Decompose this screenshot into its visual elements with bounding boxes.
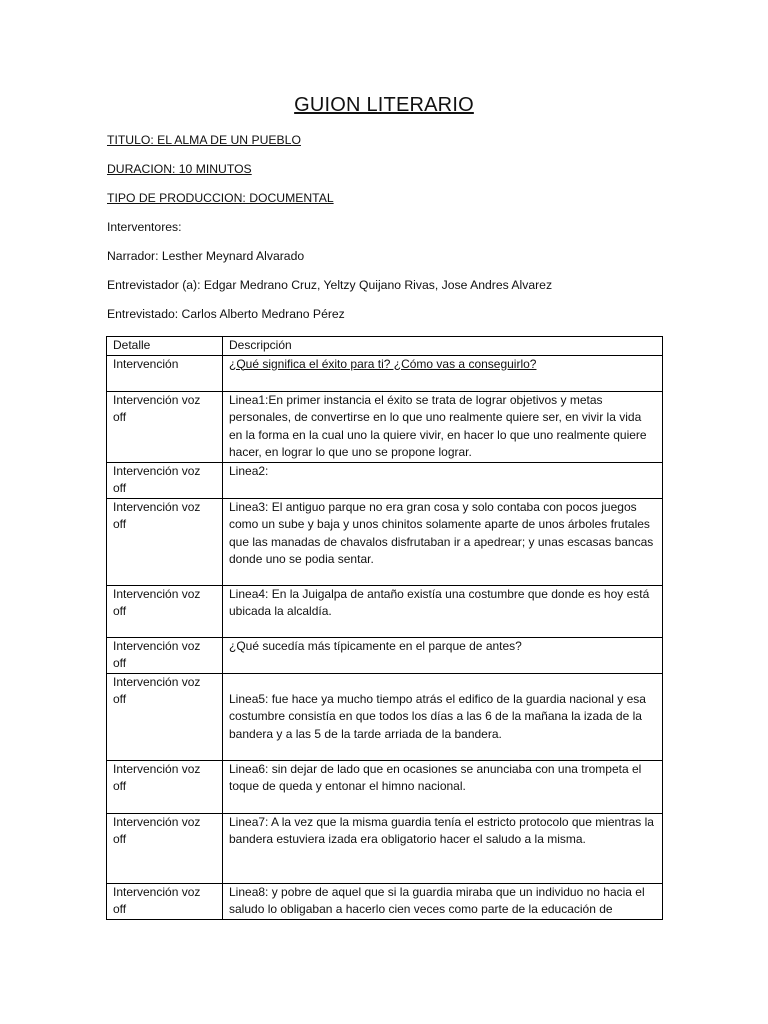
table-row [107, 585, 663, 637]
interviewer-line: Entrevistador (a): Edgar Medrano Cruz, Yeltzy Quijano Rivas, Jose Andres Alvarez [107, 278, 553, 292]
duration-line: DURACION: 10 MINUTOS [107, 162, 252, 176]
row-descripcion: Linea8: y pobre de aquel que si la guardia miraba que un individuo no hacia el saludo lo obligaban a hacerlo cien veces como parte de la educación de [223, 883, 663, 919]
row-detalle: Intervención voz off [107, 883, 223, 919]
table-row [107, 355, 663, 391]
row-detalle: Intervención voz off [107, 760, 223, 813]
row-descripcion: Linea5: fue hace ya mucho tiempo atrás el edifico de la guardia nacional y esa costumbre consistía en que todos los días a las 6 de la mañana la izada de la bandera y a las 5 de la tarde arriada de la bandera. [223, 673, 663, 760]
narrator-line: Narrador: Lesther Meynard Alvarado [107, 249, 305, 263]
table-header-row [107, 337, 663, 356]
row-detalle: Intervención voz off [107, 813, 223, 883]
header-detalle: Detalle [107, 337, 223, 356]
row-descripcion: Linea7: A la vez que la misma guardia tenía el estricto protocolo que mientras la bandera estuviera izada era obligatorio hacer el saludo a la misma. [223, 813, 663, 883]
script-table [106, 336, 663, 920]
row-descripcion: Linea3: El antiguo parque no era gran cosa y solo contaba con pocos juegos como un sube y baja y unos chinitos solamente aparte de unos árboles frutales que las manadas de chavalos disfrutaban ir a apedrear; y unas escasas bancas donde uno se podia sentar. [223, 498, 663, 585]
row-detalle: Intervención voz off [107, 498, 223, 585]
row-detalle: Intervención voz off [107, 637, 223, 673]
row-descripcion: ¿Qué sucedía más típicamente en el parque de antes? [223, 637, 663, 673]
row-detalle: Intervención [107, 355, 223, 391]
table-row [107, 813, 663, 883]
table-row [107, 391, 663, 462]
table-row [107, 462, 663, 498]
document-title: GUION LITERARIO [294, 94, 474, 116]
production-type-line: TIPO DE PRODUCCION: DOCUMENTAL [107, 191, 334, 205]
row-descripcion: Linea2: [223, 462, 663, 498]
table-row [107, 883, 663, 919]
interventores-label: Interventores: [107, 220, 182, 234]
header-descripcion: Descripción [223, 337, 663, 356]
table-row [107, 498, 663, 585]
table-row [107, 760, 663, 813]
row-descripcion: Linea6: sin dejar de lado que en ocasiones se anunciaba con una trompeta el toque de queda y entonar el himno nacional. [223, 760, 663, 813]
table-row [107, 673, 663, 760]
table-row [107, 637, 663, 673]
row-detalle: Intervención voz off [107, 462, 223, 498]
title-line: TITULO: EL ALMA DE UN PUEBLO [107, 133, 301, 147]
row-detalle: Intervención voz off [107, 391, 223, 462]
row-descripcion: ¿Qué significa el éxito para ti? ¿Cómo vas a conseguirlo? [223, 355, 663, 391]
row-descripcion: Linea4: En la Juigalpa de antaño existía una costumbre que donde es hoy está ubicada la alcaldía. [223, 585, 663, 637]
row-detalle: Intervención voz off [107, 673, 223, 760]
row-descripcion: Linea1:En primer instancia el éxito se trata de lograr objetivos y metas personales, de convertirse en lo que uno realmente quiere ser, en vivir la vida en la forma en la cual uno la quiere vivir, en hacer lo que uno realmente quiere hacer, en lograr lo que uno se propone lograr. [223, 391, 663, 462]
interviewee-line: Entrevistado: Carlos Alberto Medrano Pérez [107, 307, 345, 321]
row-detalle: Intervención voz off [107, 585, 223, 637]
